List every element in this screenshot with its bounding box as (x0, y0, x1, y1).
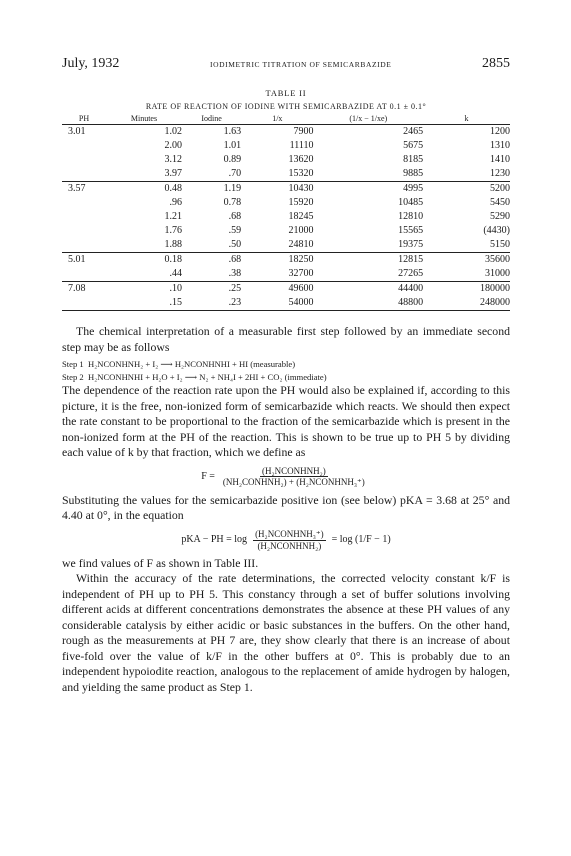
cell-k: 248000 (480, 297, 510, 308)
cell-iodine: .68 (182, 253, 241, 268)
cell-iodine: 1.63 (223, 126, 242, 137)
cell-k: (4430) (483, 225, 510, 236)
col-header-minutes: Minutes (106, 114, 182, 125)
cell-minutes: 1.21 (164, 211, 182, 222)
cell-inverse-x: 7900 (293, 126, 314, 137)
cell-inverse-diff: 2465 (403, 126, 424, 137)
cell-iodine: 1.19 (182, 182, 241, 197)
table-row (62, 296, 510, 310)
cell-ph (62, 167, 106, 182)
step-label: Step 2 (62, 371, 84, 382)
cell-k: 35600 (423, 253, 510, 268)
cell-ph: 5.01 (62, 253, 106, 268)
col-header-inverse-diff: (1/x − 1/xe) (314, 114, 424, 125)
table-row (62, 167, 510, 182)
cell-minutes: .96 (169, 197, 182, 208)
cell-ph (62, 210, 106, 224)
cell-ph (62, 196, 106, 210)
issue-date: July, 1932 (62, 56, 120, 71)
cell-inverse-diff: 4995 (314, 182, 424, 197)
cell-minutes: 3.97 (164, 168, 182, 179)
cell-inverse-x: 24810 (288, 239, 314, 250)
cell-inverse-diff: 27265 (398, 268, 424, 279)
equation-fraction-definition (62, 466, 510, 488)
equation-rhs: = log (1/F − 1) (331, 534, 391, 545)
cell-k: 5290 (490, 211, 510, 222)
cell-inverse-diff: 8185 (403, 154, 424, 165)
cell-minutes: 1.88 (164, 239, 182, 250)
table-row (62, 210, 510, 224)
table-row (62, 224, 510, 238)
cell-k: 5450 (490, 197, 510, 208)
table-row (62, 196, 510, 210)
cell-ph (62, 153, 106, 167)
step-equation: H₂NCONHNH₂ + I₂ ⟶ H₂NCONHNHI + HI (measurable) (88, 359, 296, 369)
cell-ph: 3.01 (68, 126, 86, 137)
cell-inverse-diff: 15565 (398, 225, 424, 236)
cell-k: 1310 (490, 140, 510, 151)
step-label: Step 1 (62, 359, 84, 369)
cell-inverse-diff: 48800 (398, 297, 424, 308)
step-2 (62, 371, 510, 384)
cell-inverse-x: 15320 (288, 168, 314, 179)
cell-iodine: .25 (182, 282, 241, 297)
cell-minutes: .10 (106, 282, 182, 297)
table-row (62, 139, 510, 153)
table-row (62, 282, 510, 297)
cell-inverse-x: 10430 (241, 182, 313, 197)
cell-minutes: 0.48 (106, 182, 182, 197)
cell-inverse-diff: 9885 (403, 168, 424, 179)
table-header-row (62, 114, 510, 125)
equation-lhs: pKA − PH = log (181, 534, 248, 545)
cell-minutes: 0.18 (106, 253, 182, 268)
table-body (62, 125, 510, 311)
paragraph-substituting: Substituting the values for the semicarbazide positive ion (see below) pKA = 3.68 at 25° and 4.40 at 0°, in the equation (62, 492, 510, 522)
cell-k: 1230 (490, 168, 510, 179)
fraction-numerator: (H₂NCONHNH₂) (261, 465, 326, 476)
cell-ph (62, 224, 106, 238)
equation-lhs: F = (201, 471, 215, 482)
cell-inverse-diff: 19375 (398, 239, 424, 250)
paragraph-table-ref: we find values of F as shown in Table III. (62, 555, 259, 570)
cell-inverse-x: 18250 (241, 253, 313, 268)
cell-ph (62, 267, 106, 282)
cell-minutes: .44 (169, 268, 182, 279)
cell-inverse-x: 18245 (288, 211, 314, 222)
col-header-ph: PH (62, 114, 106, 125)
cell-iodine: .70 (228, 168, 242, 179)
col-header-iodine: Iodine (182, 114, 241, 125)
page-number: 2855 (482, 56, 510, 71)
cell-minutes: 3.12 (164, 154, 182, 165)
cell-ph: 7.08 (62, 282, 106, 297)
cell-k: 1410 (490, 154, 510, 165)
table-title: TABLE II (265, 88, 307, 98)
cell-inverse-x: 13620 (288, 154, 314, 165)
table-row (62, 253, 510, 268)
cell-inverse-diff: 12810 (398, 211, 424, 222)
fraction-denominator: (NH₂CONHNH₂) + (H₂NCONHNH₃⁺) (222, 476, 365, 487)
cell-inverse-x: 11110 (289, 140, 314, 151)
running-header (62, 56, 510, 72)
cell-ph (62, 139, 106, 153)
cell-inverse-diff: 44400 (314, 282, 424, 297)
cell-k: 5150 (490, 239, 510, 250)
cell-inverse-x: 49600 (241, 282, 313, 297)
cell-inverse-diff: 10485 (398, 197, 424, 208)
cell-iodine: .23 (228, 297, 242, 308)
step-equation: H₂NCONHNHI + H₂O + I₂ ⟶ N₂ + NH₄I + 2HI + CO₂ (immediate) (88, 371, 327, 382)
paragraph-interpretation: The chemical interpretation of a measurable first step followed by an immediate second step may be as follows (62, 324, 510, 354)
paragraph-accuracy: Within the accuracy of the rate determinations, the corrected velocity constant k/F is independent of PH up to PH 5. This constancy through a set of buffer solutions involving different acids at different concentrations demonstrates the absence at these PH values of any considerable catalysis by either acidic or basic substances in the buffers. On the other hand, rough as the measurements at PH 7 are, they show clearly that there is an increase of about five-fold over the value of k/F in the other buffers at 0°. This is probably due to an independent hypoiodite reaction, analogous to the replacement of amide hydrogen by halogen, and yielding the same product as Step 1. (62, 571, 510, 694)
journal-page (62, 56, 510, 695)
cell-ph: 3.57 (62, 182, 106, 197)
cell-minutes: 1.76 (164, 225, 182, 236)
cell-ph (62, 296, 106, 310)
cell-inverse-x: 15920 (288, 197, 314, 208)
cell-inverse-x: 54000 (288, 297, 314, 308)
cell-minutes: 2.00 (164, 140, 182, 151)
cell-iodine: 0.78 (223, 197, 242, 208)
cell-inverse-x: 21000 (288, 225, 314, 236)
cell-inverse-diff: 12815 (314, 253, 424, 268)
cell-iodine: .68 (228, 211, 242, 222)
cell-inverse-x: 32700 (288, 268, 314, 279)
fraction-numerator: (H₂NCONHNH₃⁺) (255, 528, 324, 539)
equation-fraction (253, 529, 326, 551)
paragraph-dependence: The dependence of the reaction rate upon the PH would also be explained if, according to this picture, it is the free, non-ionized form of semicarbazide which reacts. We should then expect the rate constant to be proportional to the fraction of the semicarbazide which is present in the non-ionized form at the PH of the reaction. This is shown to be true up to PH 5 by dividing each value of k by that fraction, which we define as (62, 383, 510, 459)
reaction-steps (62, 358, 510, 383)
cell-minutes: .15 (169, 297, 182, 308)
cell-iodine: 1.01 (223, 140, 242, 151)
equation-pka (62, 529, 510, 551)
cell-k: 31000 (485, 268, 510, 279)
cell-k: 180000 (423, 282, 510, 297)
table-row (62, 267, 510, 282)
table-row (62, 125, 510, 140)
cell-ph (62, 238, 106, 253)
cell-k: 1200 (490, 126, 510, 137)
rate-table (62, 114, 510, 310)
step-1 (62, 358, 510, 371)
cell-iodine: .38 (228, 268, 242, 279)
table-row (62, 238, 510, 253)
cell-k: 5200 (423, 182, 510, 197)
cell-iodine: .59 (228, 225, 242, 236)
running-title: IODIMETRIC TITRATION OF SEMICARBAZIDE (210, 60, 392, 69)
cell-iodine: .50 (228, 239, 242, 250)
col-header-inverse-x: 1/x (241, 114, 313, 125)
equation-fraction (221, 466, 367, 488)
fraction-denominator: (H₂NCONHNH₂) (257, 540, 322, 551)
cell-inverse-diff: 5675 (403, 140, 424, 151)
cell-iodine: 0.89 (223, 154, 242, 165)
cell-minutes: 1.02 (164, 126, 182, 137)
table-caption: RATE OF REACTION OF IODINE WITH SEMICARBAZIDE AT 0.1 ± 0.1° (145, 102, 427, 111)
table-row (62, 153, 510, 167)
col-header-k: k (423, 114, 510, 125)
table-row (62, 182, 510, 197)
table-bottom-rule (62, 310, 510, 311)
